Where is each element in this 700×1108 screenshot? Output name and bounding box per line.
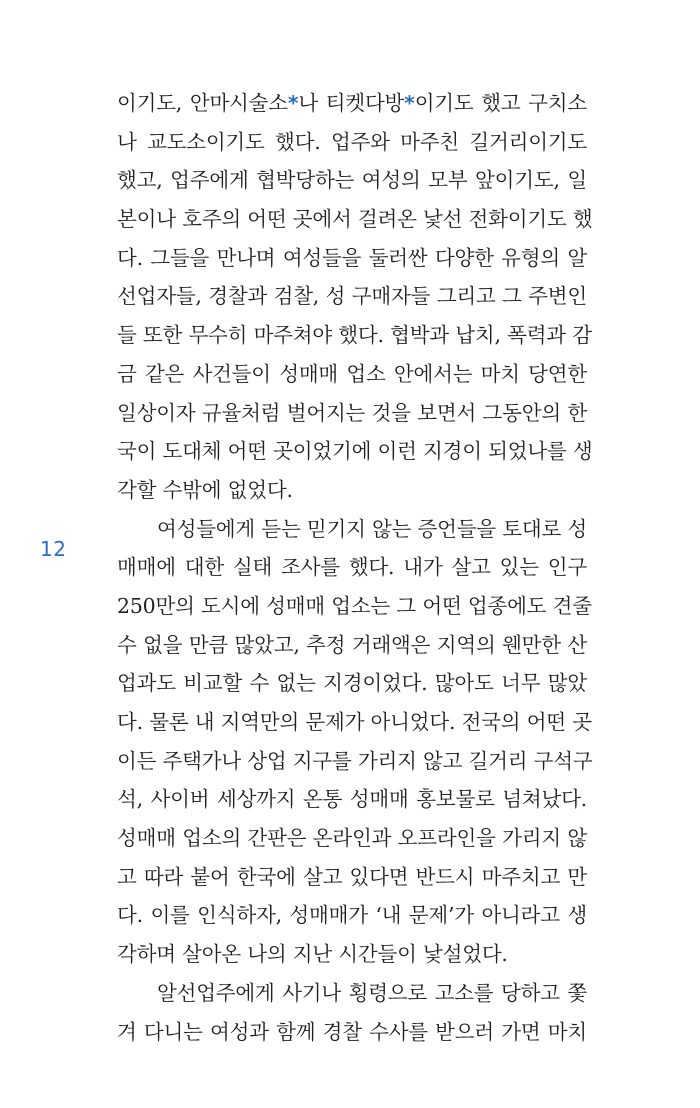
- text-line: 알선업주에게 사기나 횡령으로 고소를 당하고 쫓: [157, 980, 587, 1005]
- text-line: 여성들에게 듣는 믿기지 않는 증언들을 토대로 성: [157, 516, 587, 541]
- text-line: 업과도 비교할 수 없는 지경이었다. 많아도 너무 많았: [117, 671, 587, 696]
- text-line: 성매매 업소의 간판은 온라인과 오프라인을 가리지 않: [117, 826, 587, 851]
- text-line: 석, 사이버 세상까지 온통 성매매 홍보물로 넘쳐났다.: [117, 787, 587, 812]
- text-line: 매매에 대한 실태 조사를 했다. 내가 살고 있는 인구: [117, 555, 587, 580]
- text-line: 다. 그들을 만나며 여성들을 둘러싼 다양한 유형의 알: [117, 245, 587, 270]
- body-text: [117, 84, 593, 1051]
- text-line: 금 같은 사건들이 성매매 업소 안에서는 마치 당연한: [117, 361, 587, 386]
- text-line: 각할 수밖에 없었다.: [117, 477, 293, 502]
- text-segment: 이기도 했고 구치소: [414, 91, 587, 115]
- text-line: 국이 도대체 어떤 곳이었기에 이런 지경이 되었나를 생: [117, 439, 593, 464]
- text-line: 이든 주택가나 상업 지구를 가리지 않고 길거리 구석구: [117, 748, 593, 773]
- text-line: 수 없을 만큼 많았고, 추정 거래액은 지역의 웬만한 산: [117, 632, 587, 657]
- page-number: 12: [40, 537, 67, 561]
- text-line: 고 따라 붙어 한국에 살고 있다면 반드시 마주치고 만: [117, 864, 587, 889]
- text-line: 들 또한 무수히 마주쳐야 했다. 협박과 납치, 폭력과 감: [117, 323, 592, 348]
- text-segment: 나 티켓다방: [298, 91, 405, 115]
- text-line: 일상이자 규율처럼 벌어지는 것을 보면서 그동안의 한: [117, 400, 587, 425]
- text-line: 250만의 도시에 성매매 업소는 그 어떤 업종에도 견줄: [117, 593, 592, 618]
- text-line: 나 교도소이기도 했다. 업주와 마주친 길거리이기도: [117, 129, 587, 154]
- text-line: 했고, 업주에게 협박당하는 여성의 모부 앞이기도, 일: [117, 168, 587, 193]
- text-line: 본이나 호주의 어떤 곳에서 걸려온 낯선 전화이기도 했: [117, 207, 593, 232]
- text-line: 다. 이를 인식하자, 성매매가 ‘내 문제’가 아니라고 생: [117, 903, 587, 928]
- text-line: [117, 84, 587, 123]
- footnote-mark[interactable]: *: [287, 91, 299, 115]
- text-segment: 이기도, 안마시술소: [117, 91, 288, 115]
- text-line: 선업자들, 경찰과 검찰, 성 구매자들 그리고 그 주변인: [117, 284, 587, 309]
- text-line: 각하며 살아온 나의 지난 시간들이 낯설었다.: [117, 942, 508, 967]
- text-line: 다. 물론 내 지역만의 문제가 아니었다. 전국의 어떤 곳: [117, 710, 592, 734]
- text-line: 겨 다니는 여성과 함께 경찰 수사를 받으러 가면 마치: [117, 1019, 587, 1044]
- footnote-mark[interactable]: *: [404, 91, 415, 115]
